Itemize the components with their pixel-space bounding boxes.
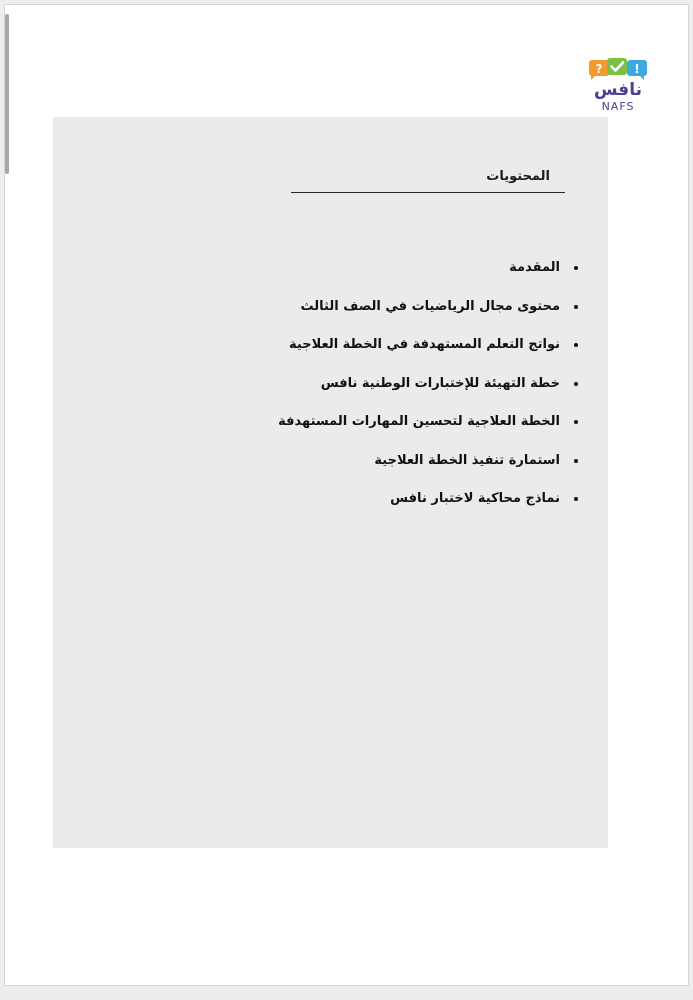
check-mark-icon: [607, 58, 627, 75]
contents-item-label: الخطة العلاجية لتحسين المهارات المستهدفة: [278, 414, 560, 429]
contents-panel: [53, 117, 608, 848]
bullet-icon: [574, 343, 578, 347]
logo-latin-text: NAFS: [601, 100, 635, 113]
contents-item: [278, 334, 578, 373]
logo-arabic-text: نافس: [594, 80, 642, 100]
logo-bubbles: [582, 54, 654, 82]
contents-item: [278, 373, 578, 412]
contents-item: [278, 257, 578, 296]
contents-item: [278, 411, 578, 450]
nafs-logo: [582, 54, 654, 120]
contents-item-label: نواتج التعلم المستهدفة في الخطة العلاجية: [289, 337, 560, 352]
question-mark-icon: [589, 60, 609, 80]
bullet-icon: [574, 305, 578, 309]
contents-title: المحتويات: [486, 169, 550, 184]
title-underline: [291, 192, 565, 193]
bullet-icon: [574, 497, 578, 501]
contents-item-label: محتوى مجال الرياضيات في الصف الثالث: [300, 298, 560, 314]
viewer-bottom-strip: [0, 986, 693, 1000]
contents-item-label: المقدمة: [509, 260, 560, 275]
bullet-icon: [574, 459, 578, 463]
contents-item: [278, 450, 578, 489]
contents-item-label: استمارة تنفيذ الخطة العلاجية: [374, 452, 560, 468]
contents-item: [278, 488, 578, 527]
bullet-icon: [574, 420, 578, 424]
contents-item-label: خطة التهيئة للإختبارات الوطنية نافس: [320, 375, 560, 391]
svg-text:!: !: [634, 62, 640, 76]
bullet-icon: [574, 382, 578, 386]
exclamation-icon: [627, 60, 647, 80]
contents-item: [278, 296, 578, 335]
svg-text:?: ?: [595, 62, 603, 76]
contents-item-label: نماذج محاكية لاختبار نافس: [390, 491, 560, 506]
bullet-icon: [574, 266, 578, 270]
contents-list: [278, 257, 578, 527]
scrollbar[interactable]: [5, 14, 9, 174]
